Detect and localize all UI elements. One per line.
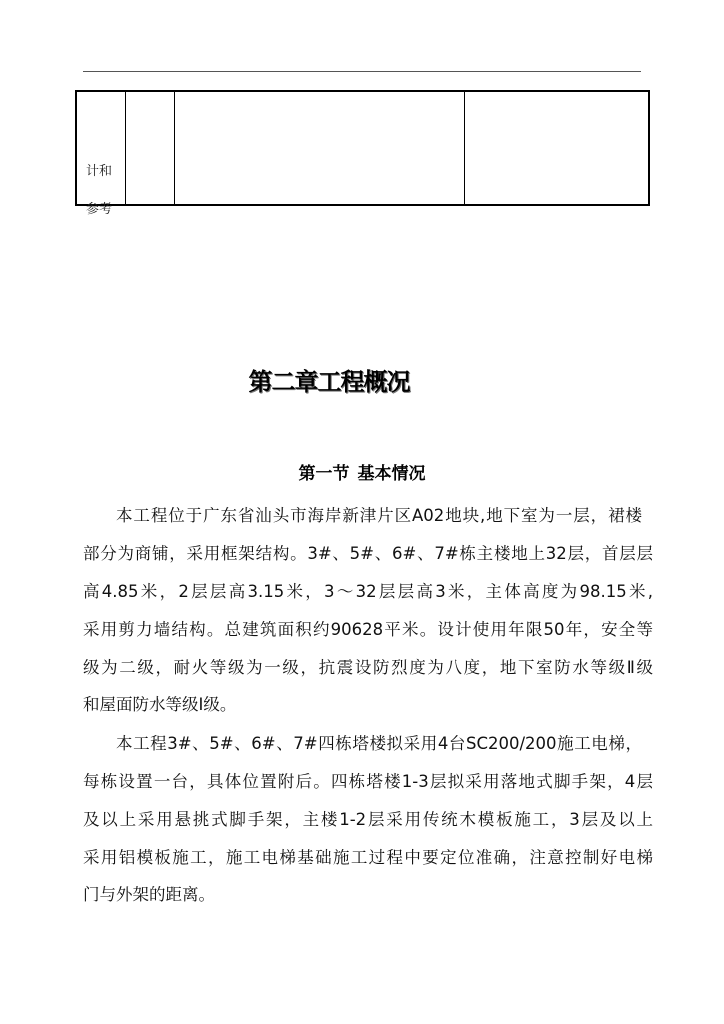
section-name: 基本情况 (357, 464, 426, 484)
table-cell-text-line2: 参考 (86, 202, 113, 217)
paragraph2-line: 及以上采用悬挑式脚手架，主楼1-2层采用传统木模板施工，3层及以上 (83, 810, 653, 829)
paragraph1-line: 部分为商铺，采用框架结构。3#、5#、6#、7#栋主楼地上32层，首层层 (83, 544, 653, 563)
table-cell (465, 91, 650, 205)
paragraph1-line: 级为二级，耐火等级为一级，抗震设防烈度为八度，地下室防水等级Ⅱ级 (83, 658, 653, 677)
paragraph2-line: 每栋设置一台，具体位置附后。四栋塔楼1-3层拟采用落地式脚手架，4层 (83, 772, 653, 791)
header-rule (83, 71, 641, 72)
paragraph2-line: 采用铝模板施工，施工电梯基础施工过程中要定位准确，注意控制好电梯 (83, 848, 653, 867)
table-cell-text-line1: 计和 (86, 164, 113, 179)
plan-table-fragment (75, 90, 650, 206)
table-cell (76, 91, 126, 205)
section-number: 第一节 (298, 464, 350, 484)
section-title (0, 459, 724, 484)
table-row (76, 91, 649, 205)
paragraph1-line: 采用剪力墙结构。总建筑面积约90628平米。设计使用年限50年，安全等 (83, 620, 653, 639)
paragraph1-line: 本工程位于广东省汕头市海岸新津片区A02地块,地下室为一层，裙楼 (116, 506, 642, 525)
paragraph1-line: 高4.85米，2层层高3.15米，3～32层层高3米，主体高度为98.15米, (83, 582, 653, 601)
paragraph2-line: 门与外架的距离。 (83, 885, 215, 904)
paragraph1-line: 和屋面防水等级Ⅰ级。 (83, 695, 237, 714)
table-cell (126, 91, 175, 205)
table-cell (175, 91, 465, 205)
paragraph2-line: 本工程3#、5#、6#、7#四栋塔楼拟采用4台SC200/200施工电梯， (116, 734, 642, 753)
chapter-title: 第二章工程概况 (248, 368, 410, 396)
